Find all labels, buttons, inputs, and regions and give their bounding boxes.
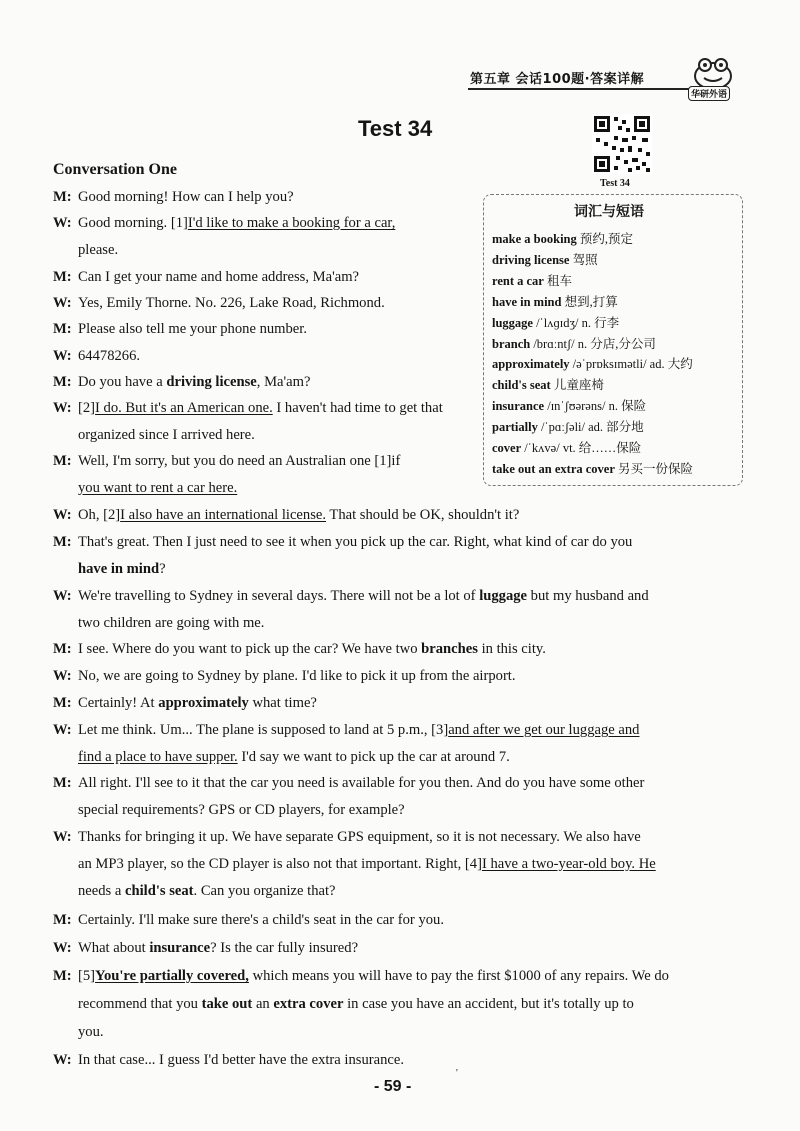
dialogue-line (78, 1024, 104, 1041)
text-run: needs a (78, 883, 126, 899)
vocab-definition: 预约,预定 (576, 232, 634, 246)
text-run: which means you will have to pay the first $1000 of any repairs. We do (248, 968, 669, 984)
text-run: special requirements? GPS or CD players, for example? (78, 802, 405, 818)
text-run: you. (78, 1024, 104, 1040)
vocab-definition: 另买一份保险 (614, 461, 694, 476)
text-run: Certainly. I'll make sure there's a child's seat in the car for you. (78, 912, 444, 928)
text-run: an MP3 player, so the CD player is also not that important. Right, [4] (78, 856, 482, 872)
vocab-item (492, 459, 693, 477)
text-run: [5] (78, 968, 96, 984)
vocab-term: take out an extra cover (492, 461, 615, 476)
text-run: Please also tell me your phone number. (78, 321, 307, 337)
dialogue-line (78, 856, 656, 873)
text-run: That should be OK, shouldn't it? (326, 507, 520, 523)
text-run: an (252, 996, 274, 1012)
speaker-label: M: (53, 775, 72, 791)
dialogue-line (78, 295, 385, 312)
answer-underline: I do. But it's an American one. (95, 400, 273, 416)
dialogue-line (78, 968, 669, 985)
speaker-label: M: (53, 968, 72, 984)
dialogue-line (78, 269, 359, 286)
speaker-label: W: (53, 400, 72, 416)
answer-underline: I'd like to make a booking for a car, (187, 215, 396, 231)
dialogue-line (78, 775, 644, 792)
key-phrase: have in mind (78, 561, 160, 577)
vocab-item (492, 292, 618, 310)
dialogue-line (78, 749, 510, 766)
answer-underline: I have a two-year-old boy. He (481, 856, 656, 872)
key-phrase: extra cover (273, 996, 344, 1012)
text-run: [2] (78, 400, 96, 416)
text-run: Good morning! How can I help you? (78, 189, 294, 205)
vocab-term: child's seat (492, 378, 551, 393)
vocab-item (492, 417, 644, 435)
stray-mark: ' (456, 1068, 458, 1079)
dialogue-line (78, 722, 639, 739)
speaker-label: W: (53, 829, 72, 845)
speaker-label: W: (53, 722, 72, 738)
text-run: Do you have a (78, 374, 167, 390)
vocab-item (492, 396, 646, 414)
header-rule (468, 88, 690, 90)
dialogue-line (78, 427, 255, 444)
speaker-label: W: (53, 215, 72, 231)
speaker-label: M: (53, 189, 72, 205)
text-run: ? Is the car fully insured? (210, 940, 359, 956)
page-number: - 59 - (374, 1078, 412, 1095)
vocab-definition: /ˈpɑːʃəli/ ad. 部分地 (537, 420, 644, 435)
dialogue-line (78, 912, 444, 929)
text-run: please. (78, 242, 119, 258)
vocab-term: luggage (492, 315, 533, 330)
dialogue-line (78, 453, 400, 470)
vocab-definition: 儿童座椅 (550, 378, 604, 393)
text-run: Oh, [2] (78, 507, 121, 523)
dialogue-line (78, 321, 307, 338)
dialogue-line (78, 374, 310, 391)
dialogue-line (78, 1052, 404, 1069)
vocab-term: insurance (492, 399, 545, 414)
vocab-definition: 租车 (543, 273, 572, 288)
text-run: two children are going with me. (78, 615, 265, 631)
speaker-label: W: (53, 588, 72, 604)
speaker-label: M: (53, 641, 72, 657)
text-run: What about (78, 940, 150, 956)
text-run: recommend that you (78, 996, 202, 1012)
speaker-label: M: (53, 269, 72, 285)
vocab-definition: /ˈkʌvə/ vt. 给……保险 (521, 441, 642, 455)
text-run: organized since I arrived here. (78, 427, 255, 443)
dialogue-line (78, 534, 632, 551)
text-run: Well, I'm sorry, but you do need an Australian one [1]if (78, 453, 401, 469)
key-phrase: insurance (149, 940, 211, 956)
text-run: I see. Where do you want to pick up the car? We have two (78, 641, 422, 657)
dialogue-line (78, 480, 237, 497)
text-run: Certainly! At (78, 695, 159, 711)
key-phrase: driving license (166, 374, 257, 390)
speaker-label: W: (53, 940, 72, 956)
qr-code-icon[interactable] (592, 114, 652, 174)
dialogue-line (78, 561, 166, 578)
vocab-definition: /brɑːntʃ/ n. 分店,分公司 (530, 336, 656, 351)
text-run: I haven't had time to get that (272, 400, 443, 416)
vocab-term: cover (492, 441, 522, 455)
qr-caption: Test 34 (600, 178, 630, 189)
vocab-definition: /ɪnˈʃʊərəns/ n. 保险 (544, 399, 647, 414)
dialogue-line (78, 641, 546, 658)
dialogue-line (78, 615, 264, 632)
logo-text: 华研外语 (688, 86, 730, 101)
answer-underline: you want to rent a car here. (78, 480, 238, 496)
dialogue-line (78, 940, 358, 957)
answer-underline: You're partially covered, (95, 968, 249, 984)
vocab-term: approximately (492, 357, 570, 372)
text-run: I'd say we want to pick up the car at around 7. (237, 749, 510, 765)
text-run: in case you have an accident, but it's totally up to (343, 996, 634, 1012)
page-title: Test 34 (358, 116, 433, 141)
key-phrase: luggage (479, 588, 528, 604)
text-run: No, we are going to Sydney by plane. I'd like to pick it up from the airport. (78, 668, 516, 684)
speaker-label: M: (53, 321, 72, 337)
speaker-label: M: (53, 453, 72, 469)
vocabulary-heading: 词汇与短语 (574, 204, 644, 220)
text-run: In that case... I guess I'd better have the extra insurance. (78, 1052, 404, 1068)
dialogue-line (78, 507, 519, 524)
vocab-item (492, 250, 598, 268)
conversation-title: Conversation One (53, 161, 177, 178)
text-run: , Ma'am? (256, 374, 311, 390)
vocab-item (492, 271, 572, 289)
speaker-label: W: (53, 295, 72, 311)
speaker-label: M: (53, 912, 72, 928)
text-run: ? (159, 561, 166, 577)
vocab-term: make a booking (492, 232, 577, 246)
vocab-definition: 想到,打算 (561, 294, 618, 309)
text-run: That's great. Then I just need to see it when you pick up the car. Right, what kind of car do you (78, 534, 633, 550)
dialogue-line (78, 802, 405, 819)
dialogue-line (78, 242, 118, 259)
vocab-term: partially (492, 420, 538, 435)
speaker-label: W: (53, 348, 72, 364)
vocab-definition: /əˈprɒksɪmətli/ ad. 大约 (569, 357, 693, 372)
text-run: but my husband and (527, 588, 649, 604)
dialogue-line (78, 215, 395, 232)
answer-underline: and after we get our luggage and (448, 722, 640, 738)
vocab-item (492, 354, 693, 372)
speaker-label: W: (53, 668, 72, 684)
text-run: Can I get your name and home address, Ma'am? (78, 269, 360, 285)
vocab-term: have in mind (492, 294, 562, 309)
answer-underline: I also have an international license. (120, 507, 327, 523)
vocab-definition: 驾照 (569, 252, 598, 267)
dialogue-line (78, 668, 516, 685)
speaker-label: M: (53, 534, 72, 550)
vocab-term: rent a car (492, 273, 544, 288)
key-phrase: child's seat (125, 883, 194, 899)
text-run: We're travelling to Sydney in several days. There will not be a lot of (78, 588, 480, 604)
speaker-label: M: (53, 374, 72, 390)
key-phrase: take out (201, 996, 253, 1012)
text-run: Let me think. Um... The plane is supposed to land at 5 p.m., [3] (78, 722, 449, 738)
vocab-item (492, 438, 641, 456)
dialogue-line (78, 695, 317, 712)
text-run: Good morning. [1] (78, 215, 188, 231)
vocab-term: branch (492, 336, 531, 351)
dialogue-line (78, 588, 649, 605)
dialogue-line (78, 400, 443, 417)
text-run: . Can you organize that? (193, 883, 336, 899)
speaker-label: W: (53, 1052, 72, 1068)
chapter-header: 第五章 会话100题·答案详解 (470, 72, 645, 87)
key-phrase: branches (421, 641, 478, 657)
text-run: All right. I'll see to it that the car you need is available for you then. And do you have some other (78, 775, 645, 791)
dialogue-line (78, 189, 294, 206)
dialogue-line (78, 829, 641, 846)
dialogue-line (78, 348, 140, 365)
text-run: in this city. (477, 641, 546, 657)
text-run: what time? (248, 695, 317, 711)
vocab-item (492, 229, 633, 247)
vocab-item (492, 375, 604, 393)
key-phrase: approximately (158, 695, 249, 711)
speaker-label: M: (53, 695, 72, 711)
answer-underline: find a place to have supper. (78, 749, 238, 765)
text-run: Thanks for bringing it up. We have separate GPS equipment, so it is not necessary. We also have (78, 829, 641, 845)
vocab-term: driving license (492, 252, 570, 267)
dialogue-line (78, 996, 634, 1013)
vocabulary-box (483, 194, 743, 486)
text-run: Yes, Emily Thorne. No. 226, Lake Road, Richmond. (78, 295, 385, 311)
text-run: 64478266. (78, 348, 141, 364)
dialogue-line (78, 883, 336, 900)
vocab-item (492, 313, 619, 331)
speaker-label: W: (53, 507, 72, 523)
vocab-item (492, 334, 656, 352)
vocab-definition: /ˈlʌɡɪdʒ/ n. 行李 (532, 315, 620, 330)
